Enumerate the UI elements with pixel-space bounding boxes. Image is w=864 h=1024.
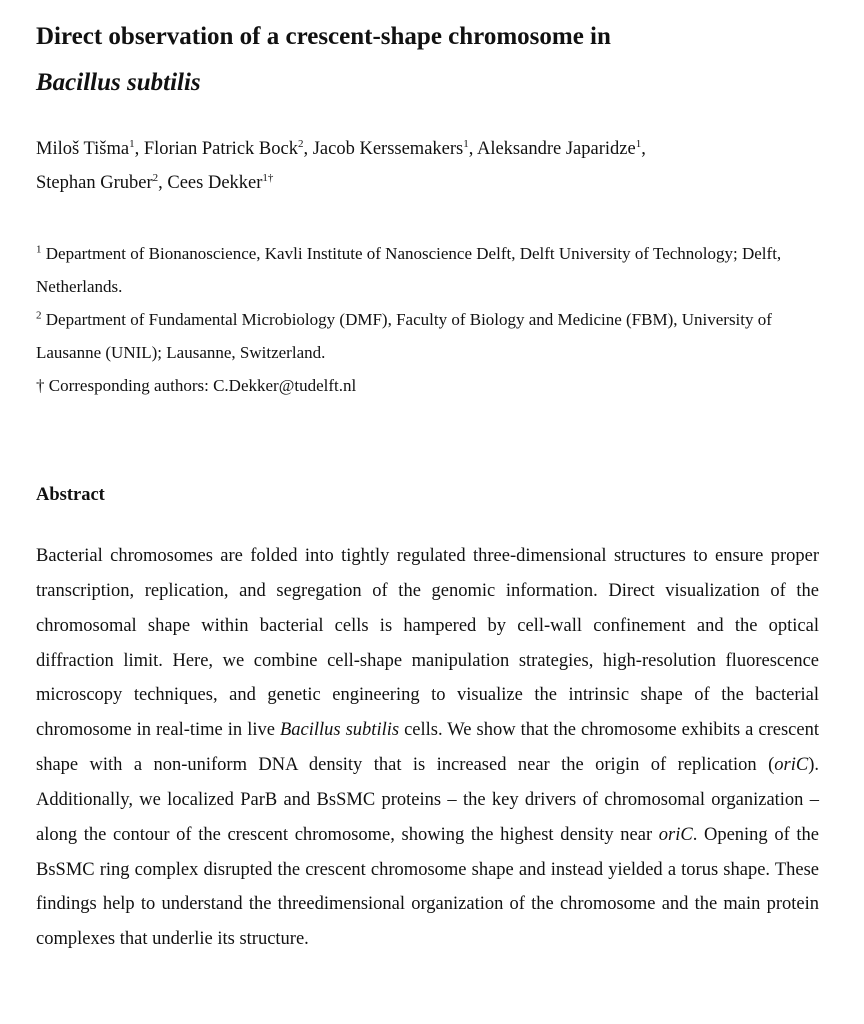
affiliation-1-text: Department of Bionanoscience, Kavli Institute of Nanoscience Delft, Delft University of Technology; Delft, Netherlands.: [36, 244, 782, 296]
abstract-oric-term: oriC: [658, 824, 693, 845]
author-name: Stephan Gruber: [36, 173, 153, 193]
author-name: Aleksandre Japaridze: [476, 139, 636, 159]
author-list: Miloš Tišma$^1$, Florian Patrick Bock$^2$, Jacob Kerssemakers$^1$, Aleksandre Japaridze$^1$, Stephan Gruber$^2$, Cees Dekker$^{1\dagger}$: [36, 137, 646, 193]
author-affiliation-mark: 1: [635, 137, 642, 150]
title-line-1: Direct observation of a crescent-shape chromosome in: [36, 23, 611, 50]
abstract-oric-term: oriC: [774, 755, 809, 776]
author-name: Jacob Kerssemakers: [312, 139, 464, 159]
abstract-heading: Abstract: [36, 485, 105, 505]
author-affiliation-mark: 2: [152, 171, 159, 184]
author-affiliation-mark: 1: [129, 137, 135, 150]
abstract-species-name: Bacillus subtilis: [279, 720, 400, 741]
abstract-text-part-2: cells. We show that the chromosome exhibits a crescent shape with a non-uniform DNA density that is increased near the origin of replication (: [36, 720, 819, 776]
affiliation-2: [36, 303, 836, 369]
author-name: Miloš Tišma: [36, 139, 130, 159]
author-affiliation-mark: 2: [297, 137, 304, 150]
corresponding-author-email-link[interactable]: C.Dekker@tudelft.nl: [213, 376, 357, 395]
affiliation-1-mark: 1: [36, 243, 42, 256]
title-line-2-species: Bacillus subtilis: [36, 69, 201, 96]
affiliation-2-mark: 2: [36, 309, 42, 322]
affiliation-1: [36, 237, 836, 303]
abstract-text-part-4: . Opening of the BsSMC ring complex disrupted the crescent chromosome shape and instead yielded a torus shape. These findings help to understand the threedimensional organization of the chromosome and the main protein complexes that underlie its structure.: [36, 824, 819, 950]
corresponding-author-label: † Corresponding authors:: [36, 376, 214, 395]
abstract-text-part-3: ). Additionally, we localized ParB and BsSMC proteins – the key drivers of chromosomal organization – along the contour of the crescent chromosome, showing the highest density near: [36, 755, 819, 845]
abstract-body: [36, 539, 819, 957]
author-affiliation-mark: 1†: [262, 171, 274, 184]
affiliation-list: [36, 237, 836, 402]
author-name: Florian Patrick Bock: [143, 139, 298, 159]
paper-title: [36, 14, 836, 106]
abstract-text-part-1: Bacterial chromosomes are folded into tightly regulated three-dimensional structures to ensure proper transcription, replication, and segregation of the genomic information. Direct visualization of the chromosomal shape within bacterial cells is hampered by cell-wall confinement and the optical diffraction limit. Here, we combine cell-shape manipulation strategies, high-resolution fluorescence microscopy techniques, and genetic engineering to visualize the intrinsic shape of the bacterial chromosome in real-time in live: [36, 546, 819, 741]
affiliation-2-text: Department of Fundamental Microbiology (DMF), Faculty of Biology and Medicine (FBM), University of Lausanne (UNIL); Lausanne, Switzerland.: [36, 310, 772, 362]
corresponding-author-note: [36, 369, 836, 402]
author-name: Cees Dekker: [167, 173, 263, 193]
author-affiliation-mark: 1: [463, 137, 469, 150]
